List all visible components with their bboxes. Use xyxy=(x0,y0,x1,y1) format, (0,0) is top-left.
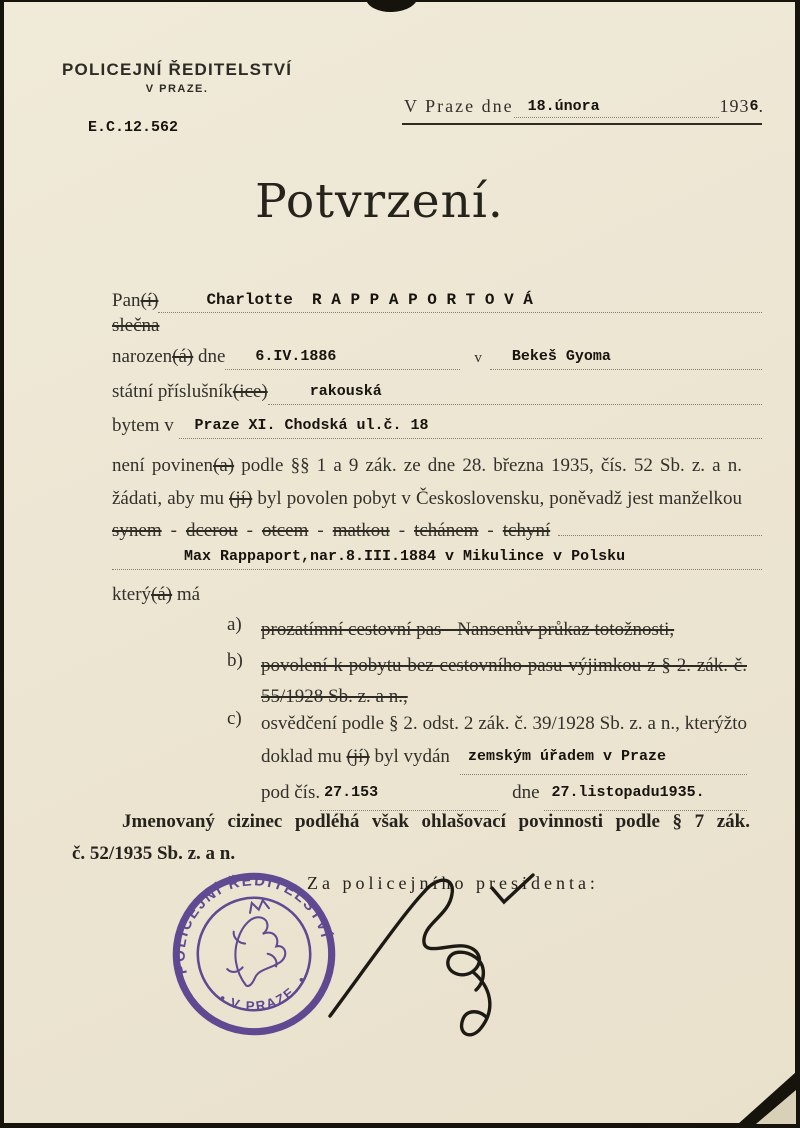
typed-residence: Praze XI. Chodská ul.č. 18 xyxy=(194,417,429,434)
issuer-block xyxy=(62,60,292,95)
item-c-authority-fill xyxy=(460,743,747,775)
typed-number: 27.153 xyxy=(324,784,379,801)
citizenship-fill xyxy=(268,385,762,405)
item-a-body xyxy=(261,614,747,645)
exemption-line1 xyxy=(112,449,742,482)
relation-matkou: matkou xyxy=(332,520,390,541)
which-has-post: má xyxy=(172,584,201,605)
typed-birth-date: 6.IV.1886 xyxy=(255,348,337,365)
relation-otcem: otcem xyxy=(261,520,309,541)
salutation-alt-row xyxy=(112,315,159,337)
relations-fill xyxy=(558,516,762,536)
file-number xyxy=(88,120,178,138)
item-c-body xyxy=(261,708,747,811)
typed-name: Charlotte R A P P A P O R T O V Á xyxy=(206,291,533,309)
which-has-row xyxy=(112,584,762,606)
issuer-name: POLICEJNÍ ŘEDITELSTVÍ xyxy=(62,60,293,79)
item-b-marker: b) xyxy=(227,650,243,671)
spouse-fill xyxy=(112,550,762,570)
typed-authority: zemským úřadem v Praze xyxy=(467,748,666,765)
file-number-value: E.C.12.562 xyxy=(88,119,179,136)
born-dne: dne xyxy=(193,346,226,367)
signature-main-stroke xyxy=(330,880,483,1016)
exemption-line2-pre: žádati, aby mu xyxy=(112,488,230,509)
item-c-dne: dne xyxy=(512,782,540,803)
item-c-line1: osvědčení podle § 2. odst. 2 zák. č. 39/1928 Sb. z. a n., kterýžto xyxy=(261,713,747,734)
signature-descender-stroke xyxy=(462,972,490,1035)
relation-tchyni: tchyní xyxy=(502,520,551,541)
item-c-line2-post: byl vydán xyxy=(369,746,450,767)
born-label: narozen xyxy=(112,346,173,367)
typed-issue-date: 27.listopadu1935. xyxy=(551,784,705,801)
item-c-line2-pre: doklad mu xyxy=(261,746,347,767)
relation-tchanem: tchánem xyxy=(414,520,479,541)
item-a xyxy=(227,614,747,645)
relation-synem: synem xyxy=(112,520,162,541)
item-b-struck-line1: povolení k pobytu bez cestovního pasu výjimkou z § 2. zák. č. xyxy=(261,655,747,676)
typed-day-month: 18.února xyxy=(527,98,600,115)
residence-row xyxy=(112,415,762,439)
which-has-struck: (á) xyxy=(151,584,173,605)
exemption-line1-pre: není povinen xyxy=(112,455,214,476)
dateline xyxy=(404,96,764,118)
item-c-line2 xyxy=(261,741,747,775)
salutation-struck-suffix: (í) xyxy=(140,290,159,311)
relation-sep: - xyxy=(398,520,406,541)
stamp-bottom-text: • V PRAZE. • xyxy=(216,972,310,1014)
item-c xyxy=(227,708,747,811)
exemption-line1-struck: (a) xyxy=(213,455,235,476)
salutation-struck-alt: slečna xyxy=(112,315,160,336)
born-row xyxy=(112,346,762,370)
residence-label: bytem v xyxy=(112,415,179,436)
born-struck-suffix: (á) xyxy=(172,346,194,367)
relation-sep: - xyxy=(246,520,253,541)
item-b-struck-line2: 55/1928 Sb. z. a n., xyxy=(261,686,408,707)
item-a-marker: a) xyxy=(227,614,242,635)
dateline-period: . xyxy=(758,96,764,116)
citizenship-row xyxy=(112,381,762,405)
issuer-place: V PRAZE. xyxy=(145,83,209,95)
residence-fill xyxy=(179,419,763,439)
item-c-marker: c) xyxy=(227,708,242,729)
salutation-row xyxy=(112,290,762,313)
relation-sep: - xyxy=(170,520,177,541)
dateline-underline xyxy=(402,123,762,125)
signature xyxy=(322,858,552,1048)
which-has-pre: který xyxy=(112,584,152,605)
document-paper xyxy=(4,2,795,1123)
signature-check-stroke xyxy=(492,875,533,902)
stamp-ring-text: POLICEJNÍ ŘEDITELSTVÍ xyxy=(172,873,334,976)
relation-dcerou: dcerou xyxy=(185,520,238,541)
item-a-struck: prozatímní cestovní pas - Nansenův průkaz totožnosti, xyxy=(261,619,675,640)
signature-caption: Za policejního presidenta: xyxy=(307,873,599,893)
item-c-pod-cis: pod čís. xyxy=(261,782,321,803)
closing-line1: Jmenovaný cizinec podléhá však ohlašovací povinnosti podle § 7 zák. xyxy=(122,811,750,832)
born-place-fill xyxy=(490,350,762,370)
stamp-lion-emblem xyxy=(213,898,291,990)
dateline-prefix: V Praze dne xyxy=(404,96,514,116)
closing-line2: č. 52/1935 Sb. z. a n. xyxy=(72,843,236,864)
exemption-line2-struck: (jí) xyxy=(229,488,253,509)
typed-citizenship: rakouská xyxy=(309,383,382,400)
relation-sep: - xyxy=(317,520,324,541)
item-b xyxy=(227,650,747,712)
document-title: Potvrzení. xyxy=(255,174,504,229)
typed-spouse: Max Rappaport,nar.8.III.1884 v Mikulince v Polsku xyxy=(184,548,626,565)
binder-mark xyxy=(366,0,419,13)
item-c-line2-struck: (jí) xyxy=(346,746,370,767)
exemption-line1-post: podle §§ 1 a 9 zák. ze dne 28. března 1935, čís. 52 Sb. z. a n. xyxy=(234,455,742,476)
citizenship-label: státní příslušník xyxy=(112,381,233,402)
svg-text:POLICEJNÍ ŘEDITELSTVÍ xyxy=(155,854,335,977)
salutation-fill xyxy=(158,293,762,313)
typed-birth-place: Bekeš Gyoma xyxy=(511,348,611,365)
citizenship-struck-suffix: (ice) xyxy=(232,381,268,402)
exemption-paragraph xyxy=(112,449,742,515)
item-b-body xyxy=(261,650,747,712)
born-date-fill xyxy=(225,350,460,370)
exemption-line2-post: byl povolen pobyt v Československu, poněvadž jest manželkou xyxy=(252,488,742,509)
relations-row xyxy=(112,516,762,542)
spouse-row xyxy=(112,550,762,570)
typed-year-digit: 6 xyxy=(749,98,759,115)
dateline-fill xyxy=(514,100,720,118)
salutation-printed: Pan xyxy=(112,290,141,311)
relation-sep: - xyxy=(487,520,494,541)
dateline-year-printed: 193 xyxy=(719,96,750,116)
born-v: v xyxy=(474,350,482,366)
exemption-line2 xyxy=(112,482,742,515)
